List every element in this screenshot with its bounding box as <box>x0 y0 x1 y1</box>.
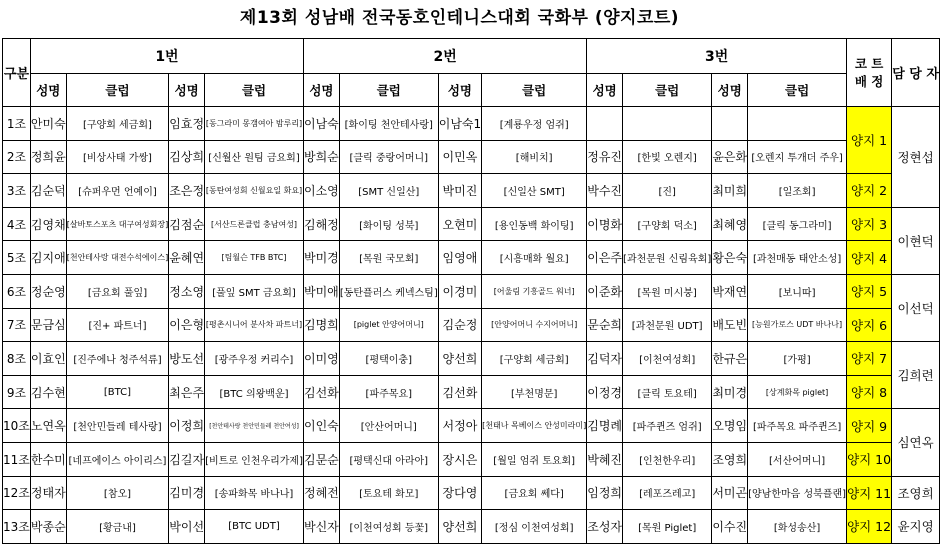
player-club: [능원가로스 UDT 바나나] <box>748 308 847 342</box>
table-row <box>3 409 940 443</box>
player-name: 윤은화 <box>712 140 748 174</box>
player-club: [가평] <box>748 342 847 376</box>
player-club: [진+ 파트너] <box>66 308 169 342</box>
header-manager: 담 당 자 <box>892 39 940 107</box>
player-club: [안양어머니 수지어머니] <box>482 308 587 342</box>
bracket-table <box>2 38 940 544</box>
player-name: 김명례 <box>587 409 623 443</box>
player-name: 박미애 <box>303 274 339 308</box>
player-club: [piglet 안양어머니] <box>339 308 438 342</box>
group-label: 7조 <box>3 308 31 342</box>
player-club: [월일 엄쥐 토요회] <box>482 442 587 476</box>
player-name: 이남숙1 <box>438 107 481 141</box>
player-club: [레포즈레고] <box>623 476 712 510</box>
manager-name: 윤지영 <box>892 510 940 544</box>
manager-name: 김희련 <box>892 342 940 409</box>
player-name: 이소영 <box>303 174 339 208</box>
player-name: 최미희 <box>712 174 748 208</box>
player-club: [화이팅 천안테사랑] <box>339 107 438 141</box>
player-name: 김점순 <box>169 207 205 241</box>
court-assignment: 양지 2 <box>847 174 892 208</box>
header-name: 성명 <box>169 74 205 107</box>
manager-name: 조영희 <box>892 476 940 510</box>
header-court-assign-line1: 코 트 <box>854 55 884 71</box>
player-name: 이준화 <box>587 274 623 308</box>
player-name: 양선희 <box>438 510 481 544</box>
player-club: [풀잎 SMT 금요회] <box>205 274 304 308</box>
group-label: 11조 <box>3 442 31 476</box>
player-name: 문순희 <box>587 308 623 342</box>
player-name: 이은주 <box>587 241 623 275</box>
group-label: 10조 <box>3 409 31 443</box>
player-name: 장다영 <box>438 476 481 510</box>
player-name: 정소영 <box>169 274 205 308</box>
player-club: [구양회 세금회] <box>482 342 587 376</box>
player-name: 방희순 <box>303 140 339 174</box>
player-name: 정유진 <box>587 140 623 174</box>
player-name: 정태자 <box>30 476 66 510</box>
player-club: [이천여성회] <box>623 342 712 376</box>
player-club: [인천한우리] <box>623 442 712 476</box>
page-title: 제13회 성남배 전국동호인테니스대회 국화부 (양지코트) <box>239 8 680 28</box>
player-club: [비트로 인천우리가제] <box>205 442 304 476</box>
header-court-2: 2번 <box>303 39 586 74</box>
player-name: 조은정 <box>169 174 205 208</box>
player-name: 윤혜연 <box>169 241 205 275</box>
player-club: [일조회] <box>748 174 847 208</box>
table-row <box>3 107 940 141</box>
player-club <box>748 107 847 141</box>
player-club: [안산어머니] <box>339 409 438 443</box>
player-name: 배도빈 <box>712 308 748 342</box>
player-name: 안미숙 <box>30 107 66 141</box>
court-assignment: 양지 6 <box>847 308 892 342</box>
player-name: 김수현 <box>30 375 66 409</box>
player-name: 이정경 <box>587 375 623 409</box>
group-label: 13조 <box>3 510 31 544</box>
player-club: [천태나 목베이스 안성미라미] <box>482 409 587 443</box>
player-club: [황금내] <box>66 510 169 544</box>
player-club: [목원 Piglet] <box>623 510 712 544</box>
player-name: 이명화 <box>587 207 623 241</box>
player-club: [금요회 풀잎] <box>66 274 169 308</box>
player-club: [구양회 세금회] <box>66 107 169 141</box>
group-label: 3조 <box>3 174 31 208</box>
player-club: [토요테 화모] <box>339 476 438 510</box>
manager-name: 심연옥 <box>892 409 940 476</box>
player-club: [한빛 오렌지] <box>623 140 712 174</box>
player-name: 김덕자 <box>587 342 623 376</box>
player-name: 서정아 <box>438 409 481 443</box>
player-club: [과천매동 태안소성] <box>748 241 847 275</box>
player-name: 이수진 <box>712 510 748 544</box>
player-club: [팀월슨 TFB BTC] <box>205 241 304 275</box>
header-name: 성명 <box>303 74 339 107</box>
table-row <box>3 510 940 544</box>
header-court-assign <box>847 39 892 107</box>
player-club: [네프에이스 아이리스] <box>66 442 169 476</box>
player-name: 한규은 <box>712 342 748 376</box>
player-club: [파주퀸즈 엄쥐] <box>623 409 712 443</box>
group-label: 4조 <box>3 207 31 241</box>
player-name: 한수미 <box>30 442 66 476</box>
player-club: [상계화목 piglet] <box>748 375 847 409</box>
player-club: [구양회 덕소] <box>623 207 712 241</box>
group-label: 6조 <box>3 274 31 308</box>
table-row <box>3 308 940 342</box>
player-club: [동그라미 몽갬여아 밤루리] <box>205 107 304 141</box>
player-club: [어울림 기흥골드 워너] <box>482 274 587 308</box>
player-name: 문금심 <box>30 308 66 342</box>
header-club: 클럽 <box>205 74 304 107</box>
header-club: 클럽 <box>482 74 587 107</box>
table-row <box>3 241 940 275</box>
player-name: 이경미 <box>438 274 481 308</box>
player-name: 최혜영 <box>712 207 748 241</box>
player-club: [정심 이천여성회] <box>482 510 587 544</box>
player-name: 정희윤 <box>30 140 66 174</box>
player-club <box>623 107 712 141</box>
player-club: [평택신대 아라아] <box>339 442 438 476</box>
court-assignment: 양지 5 <box>847 274 892 308</box>
player-club: [서산어머니] <box>748 442 847 476</box>
player-club: [클릭 동그라미] <box>748 207 847 241</box>
header-gubun: 구분 <box>3 39 31 107</box>
player-name: 박신자 <box>303 510 339 544</box>
group-label: 5조 <box>3 241 31 275</box>
player-name: 김길자 <box>169 442 205 476</box>
court-assignment: 양지 4 <box>847 241 892 275</box>
player-club: [SMT 신일산] <box>339 174 438 208</box>
group-label: 12조 <box>3 476 31 510</box>
player-name: 임정희 <box>587 476 623 510</box>
player-name: 김선화 <box>438 375 481 409</box>
player-name: 박혜진 <box>587 442 623 476</box>
player-name: 이민옥 <box>438 140 481 174</box>
player-club: [화성송산] <box>748 510 847 544</box>
header-court-1: 1번 <box>30 39 303 74</box>
player-name: 이미영 <box>303 342 339 376</box>
player-club: [계룡우정 엄쥐] <box>482 107 587 141</box>
header-club: 클럽 <box>339 74 438 107</box>
player-name: 박미진 <box>438 174 481 208</box>
group-label: 1조 <box>3 107 31 141</box>
player-name: 오명임 <box>712 409 748 443</box>
group-label: 8조 <box>3 342 31 376</box>
player-club: [클릭 토요테] <box>623 375 712 409</box>
player-name: 조영희 <box>712 442 748 476</box>
table-row <box>3 207 940 241</box>
player-club: [목원 국모회] <box>339 241 438 275</box>
player-club: [BTC UDT] <box>205 510 304 544</box>
player-name: 김문순 <box>303 442 339 476</box>
player-name: 김선화 <box>303 375 339 409</box>
player-club: [파주목요] <box>339 375 438 409</box>
court-assignment: 양지 1 <box>847 107 892 174</box>
player-club: [금요회 쎄다] <box>482 476 587 510</box>
player-name: 황은숙 <box>712 241 748 275</box>
header-club: 클럽 <box>623 74 712 107</box>
player-name: 박종순 <box>30 510 66 544</box>
player-club: [천안테사랑 천안민들레 천안여성] <box>205 409 304 443</box>
table-row <box>3 274 940 308</box>
player-club: [신월산 원팀 금요회] <box>205 140 304 174</box>
player-name: 박미경 <box>303 241 339 275</box>
player-club: [과천문원 신림육회] <box>623 241 712 275</box>
player-club: [천안민들레 테사랑] <box>66 409 169 443</box>
player-club: [천안테사랑 대전수석에이스] <box>66 241 169 275</box>
player-club: [BTC] <box>66 375 169 409</box>
player-name: 임영애 <box>438 241 481 275</box>
player-name: 박수진 <box>587 174 623 208</box>
player-club: [양남한마음 성북플랜] <box>748 476 847 510</box>
player-club: [보니따] <box>748 274 847 308</box>
player-club: [서산드론클럽 충남여성] <box>205 207 304 241</box>
player-name: 장시은 <box>438 442 481 476</box>
player-name: 김지애 <box>30 241 66 275</box>
court-assignment: 양지 7 <box>847 342 892 376</box>
player-club: [참오] <box>66 476 169 510</box>
manager-name: 정현섭 <box>892 107 940 208</box>
player-club: [용인동백 화이팅] <box>482 207 587 241</box>
player-club: [진] <box>623 174 712 208</box>
player-name: 이남숙 <box>303 107 339 141</box>
court-assignment: 양지 10 <box>847 442 892 476</box>
player-club: [클릭 중랑어머니] <box>339 140 438 174</box>
player-name: 서미곤 <box>712 476 748 510</box>
player-name: 이정희 <box>169 409 205 443</box>
player-club: [살바토스포츠 대구여성회장] <box>66 207 169 241</box>
player-name: 최미경 <box>712 375 748 409</box>
header-name: 성명 <box>30 74 66 107</box>
player-name: 김영채 <box>30 207 66 241</box>
group-label: 2조 <box>3 140 31 174</box>
player-name: 양선희 <box>438 342 481 376</box>
player-club: [광주우정 커리수] <box>205 342 304 376</box>
court-assignment: 양지 3 <box>847 207 892 241</box>
player-name <box>587 107 623 141</box>
player-club: [BTC 의왕백운] <box>205 375 304 409</box>
player-club: [시흥매화 월요] <box>482 241 587 275</box>
table-row <box>3 476 940 510</box>
player-name: 박이선 <box>169 510 205 544</box>
player-name: 최은주 <box>169 375 205 409</box>
player-club: [비상사태 가쌍] <box>66 140 169 174</box>
player-name: 박재연 <box>712 274 748 308</box>
player-name: 김미경 <box>169 476 205 510</box>
player-name: 김순정 <box>438 308 481 342</box>
player-club: [동탄플러스 케넥스팀] <box>339 274 438 308</box>
player-club: [파주목요 파주퀸즈] <box>748 409 847 443</box>
court-assignment: 양지 8 <box>847 375 892 409</box>
court-assignment: 양지 12 <box>847 510 892 544</box>
player-name: 김해정 <box>303 207 339 241</box>
table-row <box>3 342 940 376</box>
table-row <box>3 174 940 208</box>
player-name: 이은형 <box>169 308 205 342</box>
player-club: [평택이충] <box>339 342 438 376</box>
player-club: [슈퍼우먼 언예이] <box>66 174 169 208</box>
player-club: [부천명문] <box>482 375 587 409</box>
group-label: 9조 <box>3 375 31 409</box>
header-name: 성명 <box>438 74 481 107</box>
player-club: [동탄여성회 신월요일 화요] <box>205 174 304 208</box>
player-club: [송파화목 바나나] <box>205 476 304 510</box>
player-name: 이인숙 <box>303 409 339 443</box>
player-club: [평촌시니어 분사차 파트너] <box>205 308 304 342</box>
player-club: [신일산 SMT] <box>482 174 587 208</box>
player-name: 김순덕 <box>30 174 66 208</box>
header-court-assign-line2: 배 정 <box>854 73 884 89</box>
table-row <box>3 442 940 476</box>
table-row <box>3 140 940 174</box>
player-club: [목원 미시붕] <box>623 274 712 308</box>
player-name: 김상희 <box>169 140 205 174</box>
player-name: 오현미 <box>438 207 481 241</box>
court-assignment: 양지 11 <box>847 476 892 510</box>
player-club: [과천문원 UDT] <box>623 308 712 342</box>
manager-name: 이현덕 <box>892 207 940 274</box>
player-name: 방도선 <box>169 342 205 376</box>
player-club: [화이팅 성북] <box>339 207 438 241</box>
header-name: 성명 <box>587 74 623 107</box>
header-name: 성명 <box>712 74 748 107</box>
player-name: 정혜전 <box>303 476 339 510</box>
player-club: [이천여성회 등꽃] <box>339 510 438 544</box>
player-name: 조성자 <box>587 510 623 544</box>
player-club: [오렌지 투개더 주우] <box>748 140 847 174</box>
header-club: 클럽 <box>748 74 847 107</box>
header-court-3: 3번 <box>587 39 847 74</box>
manager-name: 이선덕 <box>892 274 940 341</box>
player-name: 김명희 <box>303 308 339 342</box>
header-club: 클럽 <box>66 74 169 107</box>
player-name: 이효인 <box>30 342 66 376</box>
player-club: [진주에나 청주석류] <box>66 342 169 376</box>
player-name: 정순영 <box>30 274 66 308</box>
court-assignment: 양지 9 <box>847 409 892 443</box>
player-club: [해비치] <box>482 140 587 174</box>
table-row <box>3 375 940 409</box>
player-name: 노연옥 <box>30 409 66 443</box>
player-name <box>712 107 748 141</box>
player-name: 임효정 <box>169 107 205 141</box>
